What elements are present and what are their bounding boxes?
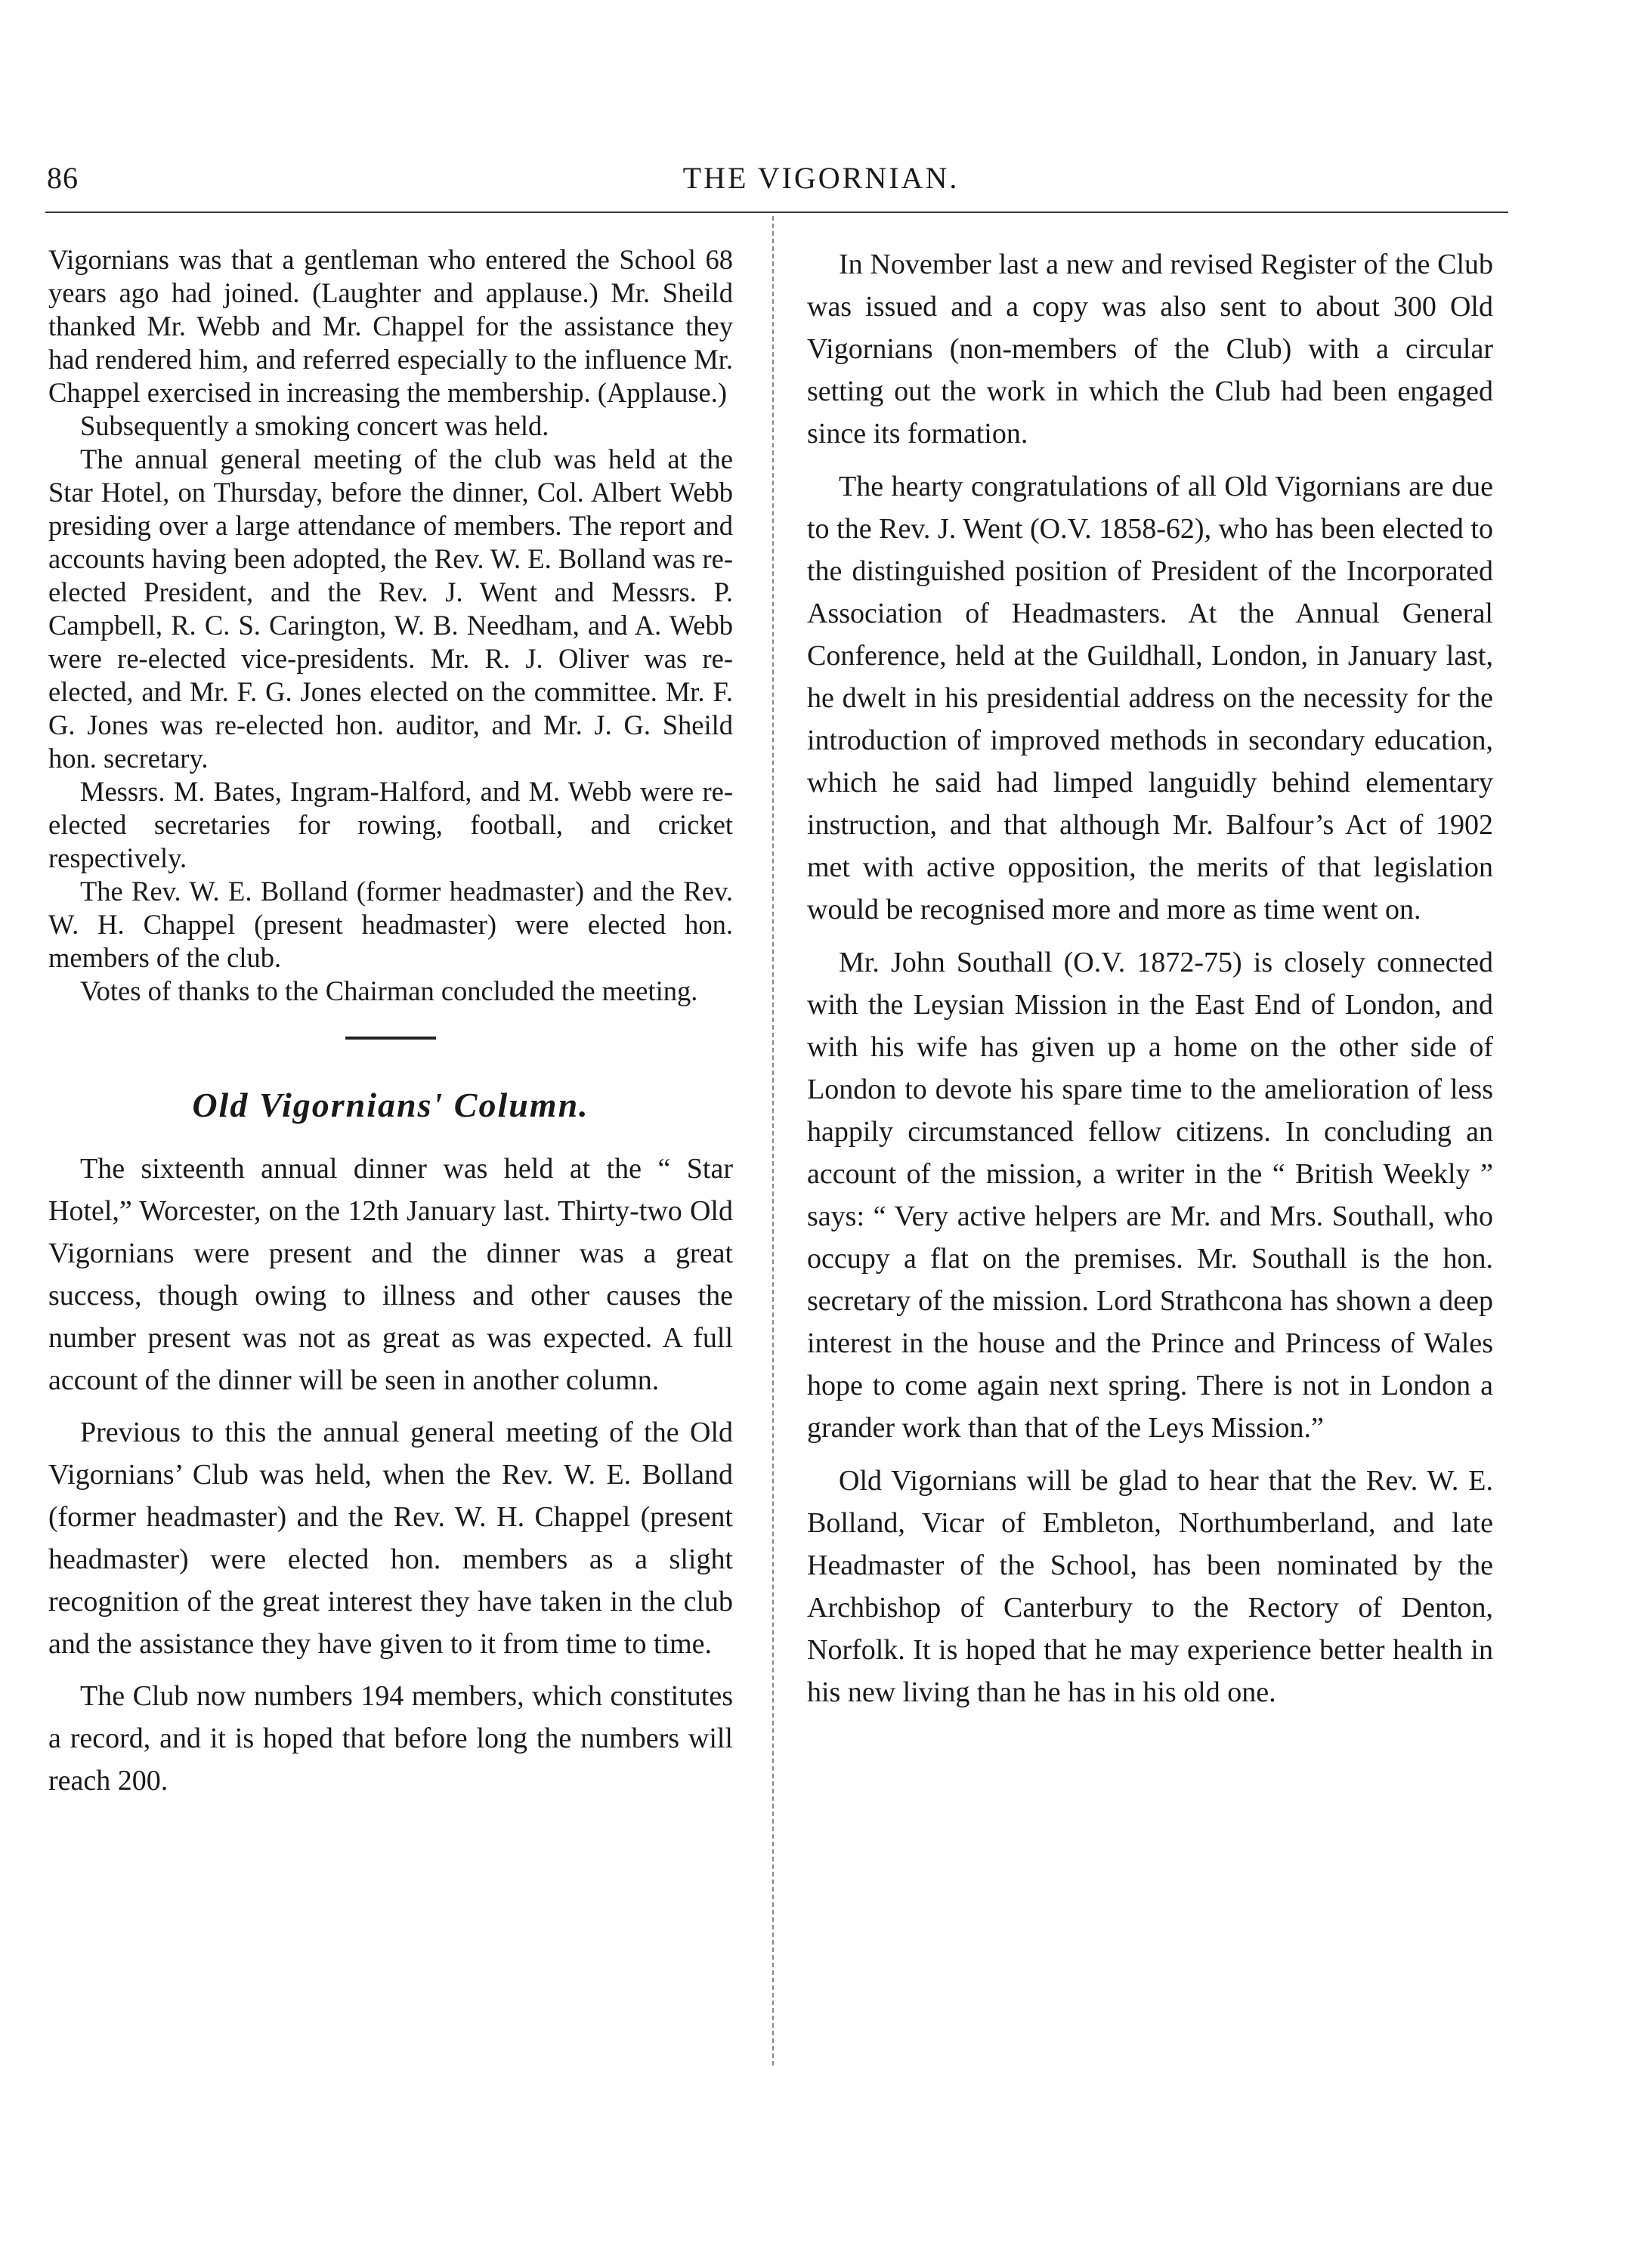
- body-paragraph: Previous to this the annual general meeting of the Old Vigornians’ Club was held, when the Rev. W. E. Bolland (former headmaster) and the Rev. W. H. Chappel (present headmaster) were elected hon. members as a slight recognition of the great interest they have taken in the club and the assistance they have given to it from time to time.: [48, 1417, 733, 1660]
- body-paragraph: Mr. John Southall (O.V. 1872-75) is closely connected with the Leysian Mission in the East End of London, and with his wife has given up a home on the other side of London to devote his spare time to the amelioration of less happily circumstanced fellow citizens. In concluding an account of the mission, a writer in the “ British Weekly ” says: “ Very active helpers are Mr. and Mrs. Southall, who occupy a flat on the premises. Mr. Southall is the hon. secretary of the mission. Lord Strathcona has shown a deep interest in the house and the Prince and Princess of Wales hope to come again next spring. There is not in London a grander work than that of the Leys Mission.”: [807, 947, 1493, 1444]
- column-body: [48, 1148, 733, 1802]
- column-divider: [772, 216, 774, 2066]
- report-paragraph: Votes of thanks to the Chairman concluded the meeting.: [80, 975, 698, 1006]
- section-heading: Old Vigornians' Column.: [192, 1086, 589, 1124]
- report-paragraph: Vigornians was that a gentleman who entered the School 68 years ago had joined. (Laughter and applause.) Mr. Sheild thanked Mr. Webb and Mr. Chappel for the assistance they had rendered him, and referred especially to the influence Mr. Chappel exercised in increasing the membership. (Applause.): [48, 244, 733, 408]
- report-paragraph: Messrs. M. Bates, Ingram-Halford, and M. Webb were re-elected secretaries for rowing, football, and cricket respectively.: [48, 776, 733, 873]
- report-paragraph: The annual general meeting of the club was held at the Star Hotel, on Thursday, before the dinner, Col. Albert Webb presiding over a large attendance of members. The report and accounts having been adopted, the Rev. W. E. Bolland was re-elected President, and the Rev. J. Went and Messrs. P. Campbell, R. C. S. Carington, W. B. Needham, and A. Webb were re-elected vice-presidents. Mr. R. J. Oliver was re-elected, and Mr. F. G. Jones elected on the committee. Mr. F. G. Jones was re-elected hon. auditor, and Mr. J. G. Sheild hon. secretary.: [48, 443, 733, 774]
- header-rule: [45, 212, 1508, 213]
- report-paragraph: Subsequently a smoking concert was held.: [80, 410, 549, 441]
- body-paragraph: In November last a new and revised Register of the Club was issued and a copy was also sent to about 300 Old Vigornians (non-members of the Club) with a circular setting out the work in which the Club had been engaged since its formation.: [807, 249, 1493, 450]
- body-paragraph: Old Vigornians will be glad to hear that the Rev. W. E. Bolland, Vicar of Embleton, Northumberland, and late Headmaster of the School, has been nominated by the Archbishop of Canterbury to the Rectory of Denton, Norfolk. It is hoped that he may experience better health in his new living than he has in his old one.: [807, 1465, 1493, 1708]
- body-paragraph: The Club now numbers 194 members, which constitutes a record, and it is hoped that before long the numbers will reach 200.: [48, 1680, 733, 1797]
- running-title: THE VIGORNIAN.: [682, 161, 960, 195]
- left-column: [48, 243, 733, 1812]
- right-column-body: [807, 243, 1493, 1713]
- page-number: 86: [47, 161, 79, 195]
- report-paragraph: The Rev. W. E. Bolland (former headmaster) and the Rev. W. H. Chappel (present headmaster) were elected hon. members of the club.: [48, 876, 733, 973]
- right-column: [807, 243, 1493, 1724]
- body-paragraph: The hearty congratulations of all Old Vigornians are due to the Rev. J. Went (O.V. 1858-62), who has been elected to the distinguished position of President of the Incorporated Association of Headmasters. At the Annual General Conference, held at the Guildhall, London, in January last, he dwelt in his presidential address on the necessity for the introduction of improved methods in secondary education, which he said had limped languidly behind elementary instruction, and that although Mr. Balfour’s Act of 1902 met with active opposition, the merits of that legislation would be recognised more and more as time went on.: [807, 471, 1493, 925]
- section-divider: [345, 1037, 436, 1040]
- body-paragraph: The sixteenth annual dinner was held at the “ Star Hotel,” Worcester, on the 12th January last. Thirty-two Old Vigornians were present and the dinner was a great success, though owing to illness and other causes the number present was not as great as was expected. A full account of the dinner will be seen in another column.: [48, 1153, 733, 1396]
- meeting-report: [48, 243, 733, 1008]
